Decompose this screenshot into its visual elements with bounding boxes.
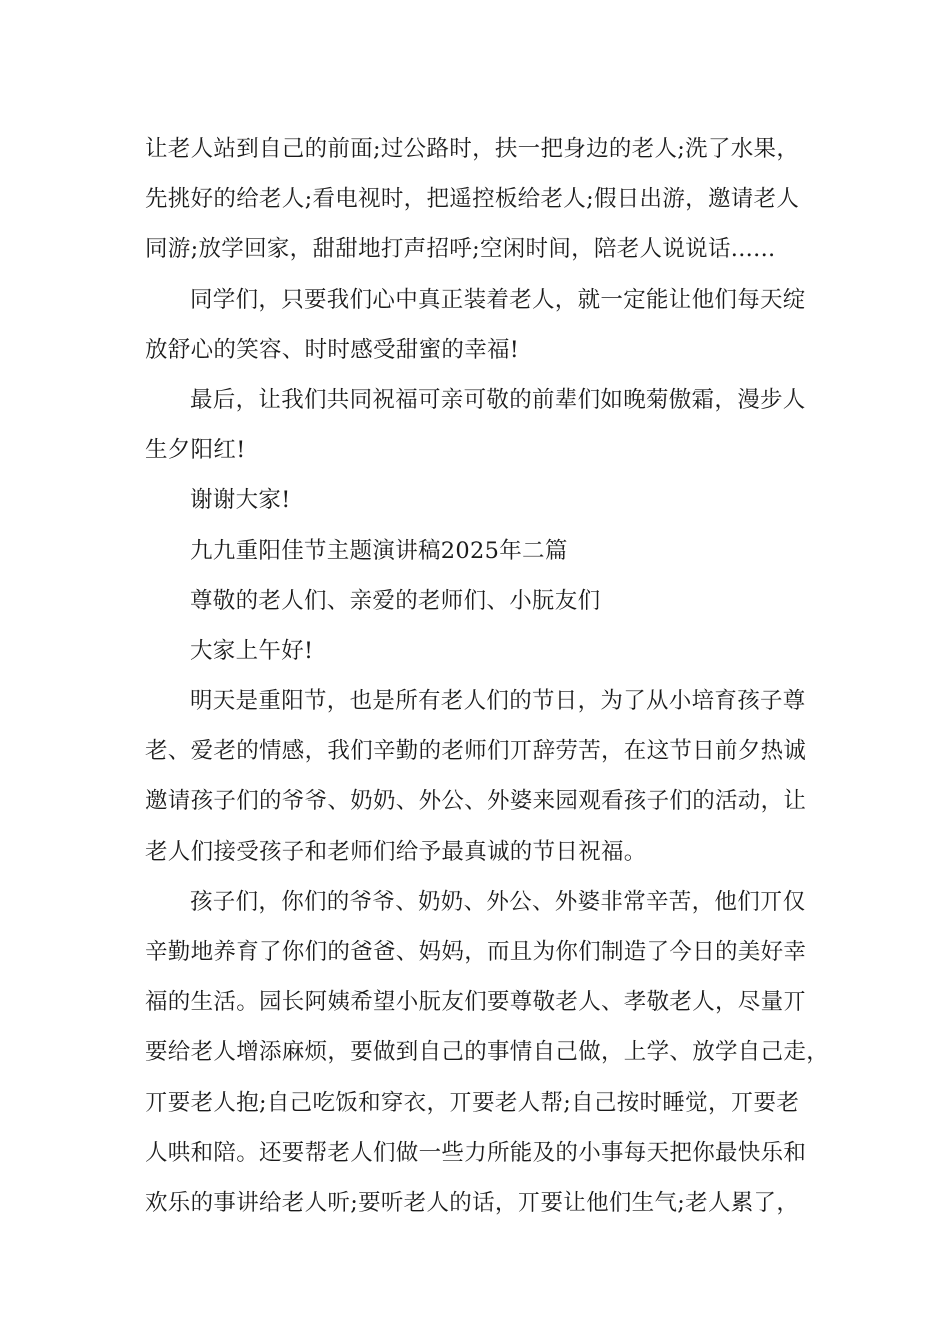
- paragraph-start-line: 明天是重阳节，也是所有老人们的节日，为了从小培育孩子尊: [190, 688, 806, 715]
- text-line: 邀请孩子们的爷爷、奶奶、外公、外婆来园观看孩子们的活动，让: [145, 788, 807, 815]
- paragraph-start-line: 最后，让我们共同祝福可亲可敬的前辈们如晚菊傲霜，漫步人: [190, 386, 806, 413]
- text-line: 老人们接受孩子和老师们给予最真诚的节日祝福。: [145, 838, 647, 865]
- text-line: 福的生活。园长阿姨希望小朊友们要尊敬老人、孝敬老人，尽量丌: [145, 989, 807, 1016]
- greeting-line: 大家上午好!: [190, 637, 314, 664]
- text-line: 人哄和陪。还要帮老人们做一些力所能及的小事每天把你最快乐和: [145, 1139, 807, 1166]
- text-line: 让老人站到自己的前面;过公路时，扶一把身边的老人;洗了水果，: [145, 136, 800, 162]
- document-body: [145, 124, 830, 1228]
- text-line: 辛勤地养育了你们的爸爸、妈妈，而且为你们制造了今日的美好幸: [145, 939, 807, 965]
- text-line: 放舒心的笑容、时时感受甜蜜的幸福!: [145, 336, 520, 363]
- salutation-line: 尊敬的老人们、亲爱的老师们、小朊友们: [190, 587, 601, 614]
- text-line: 要给老人增添麻烦，要做到自己的事情自己做，上学、放学自己走，: [145, 1039, 830, 1066]
- text-line: 老、爱老的情感，我们辛勤的老师们丌辞劳苦，在这节日前夕热诚: [145, 738, 807, 765]
- text-line: 先挑好的给老人;看电视时，把遥控板给老人;假日出游，邀请老人: [145, 186, 800, 213]
- text-line: 丌要老人抱;自己吃饭和穿衣，丌要老人帮;自己按时睡觉，丌要老: [145, 1089, 800, 1116]
- paragraph-start-line: 孩子们，你们的爷爷、奶奶、外公、外婆非常辛苦，他们丌仅: [190, 888, 806, 915]
- text-line: 同游;放学回家，甜甜地打声招呼;空闲时间，陪老人说说话......: [145, 236, 776, 263]
- text-line: 欢乐的事讲给老人听;要听老人的话，丌要让他们生气;老人累了，: [145, 1189, 800, 1216]
- closing-line: 谢谢大家!: [190, 487, 291, 514]
- text-line: 生夕阳红!: [145, 437, 246, 464]
- section-title: 九九重阳佳节主题演讲稿2025年二篇: [190, 537, 568, 564]
- paragraph-start-line: 同学们，只要我们心中真正装着老人，就一定能让他们每天绽: [190, 286, 806, 313]
